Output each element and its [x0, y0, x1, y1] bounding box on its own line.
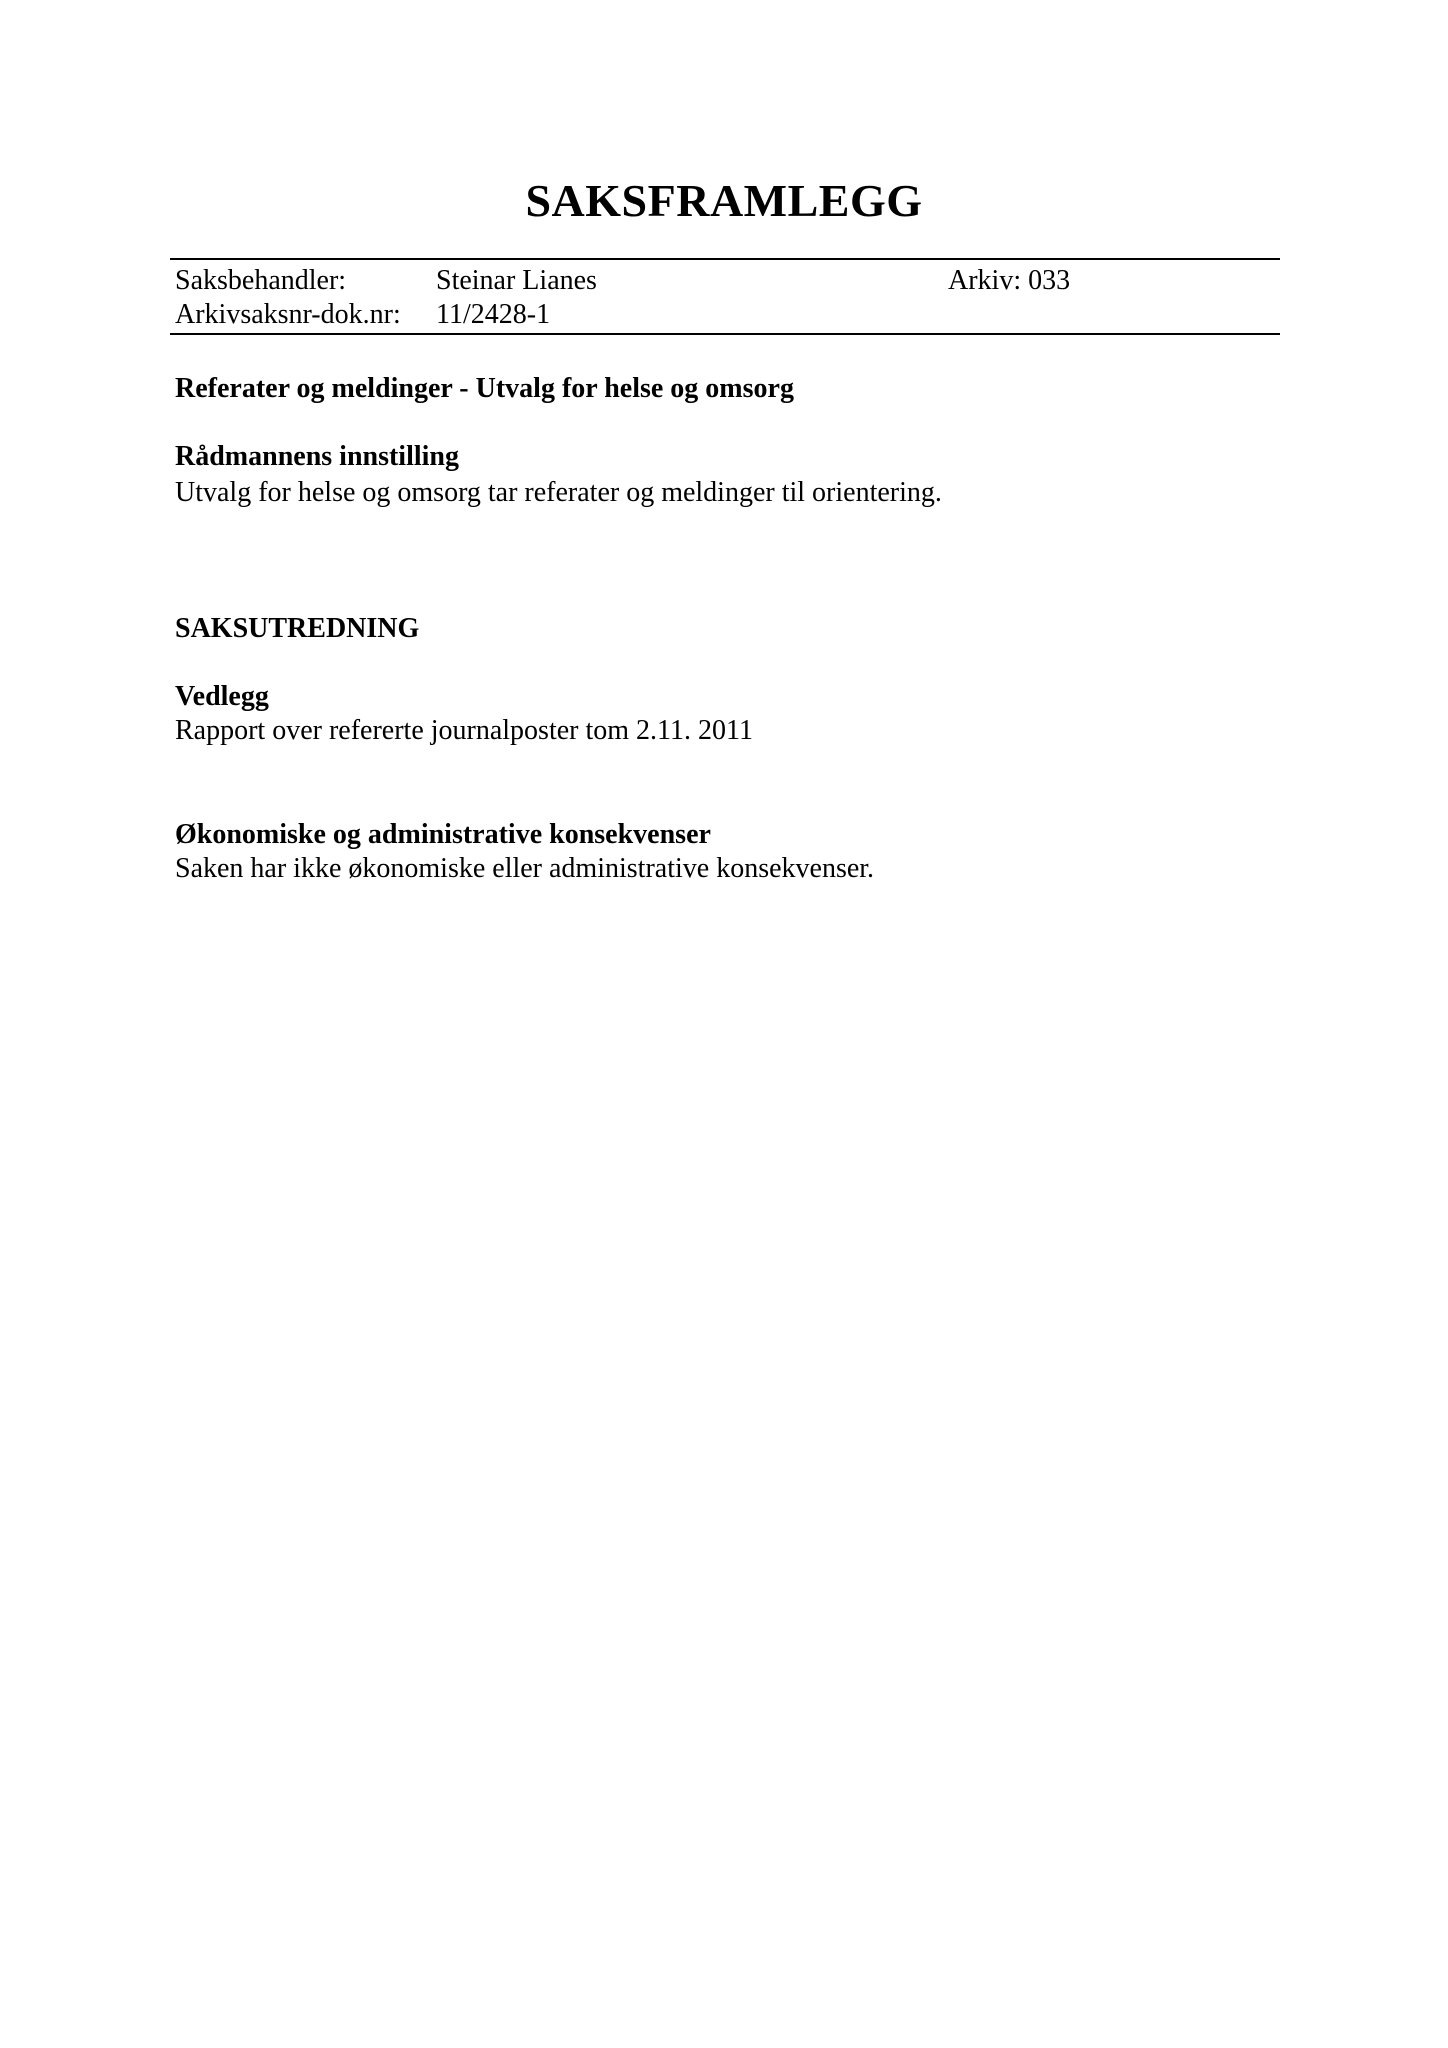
- case-handler-label: Saksbehandler:: [175, 265, 347, 296]
- document-title: SAKSFRAMLEGG: [525, 175, 923, 226]
- consequences-heading: Økonomiske og administrative konsekvenser: [175, 819, 711, 850]
- case-doc-value: 11/2428-1: [436, 299, 551, 330]
- archive-code: Arkiv: 033: [948, 265, 1071, 296]
- recommendation-text: Utvalg for helse og omsorg tar referater og meldinger til orientering.: [175, 477, 942, 508]
- header-bottom-rule: [170, 333, 1280, 335]
- recommendation-heading: Rådmannens innstilling: [175, 441, 459, 472]
- meta-row-case-handler: [175, 264, 1275, 298]
- case-doc-label: Arkivsaksnr-dok.nr:: [175, 299, 401, 330]
- consequences-text: Saken har ikke økonomiske eller administrative konsekvenser.: [175, 853, 875, 884]
- header-top-rule: [170, 258, 1280, 260]
- case-handler-value: Steinar Lianes: [436, 265, 597, 296]
- attachments-text: Rapport over refererte journalposter tom 2.11. 2011: [175, 715, 753, 746]
- case-title: Referater og meldinger - Utvalg for helse og omsorg: [175, 373, 794, 404]
- section-heading: SAKSUTREDNING: [175, 613, 420, 644]
- meta-row-case-number: [175, 298, 1275, 332]
- attachments-heading: Vedlegg: [175, 681, 269, 712]
